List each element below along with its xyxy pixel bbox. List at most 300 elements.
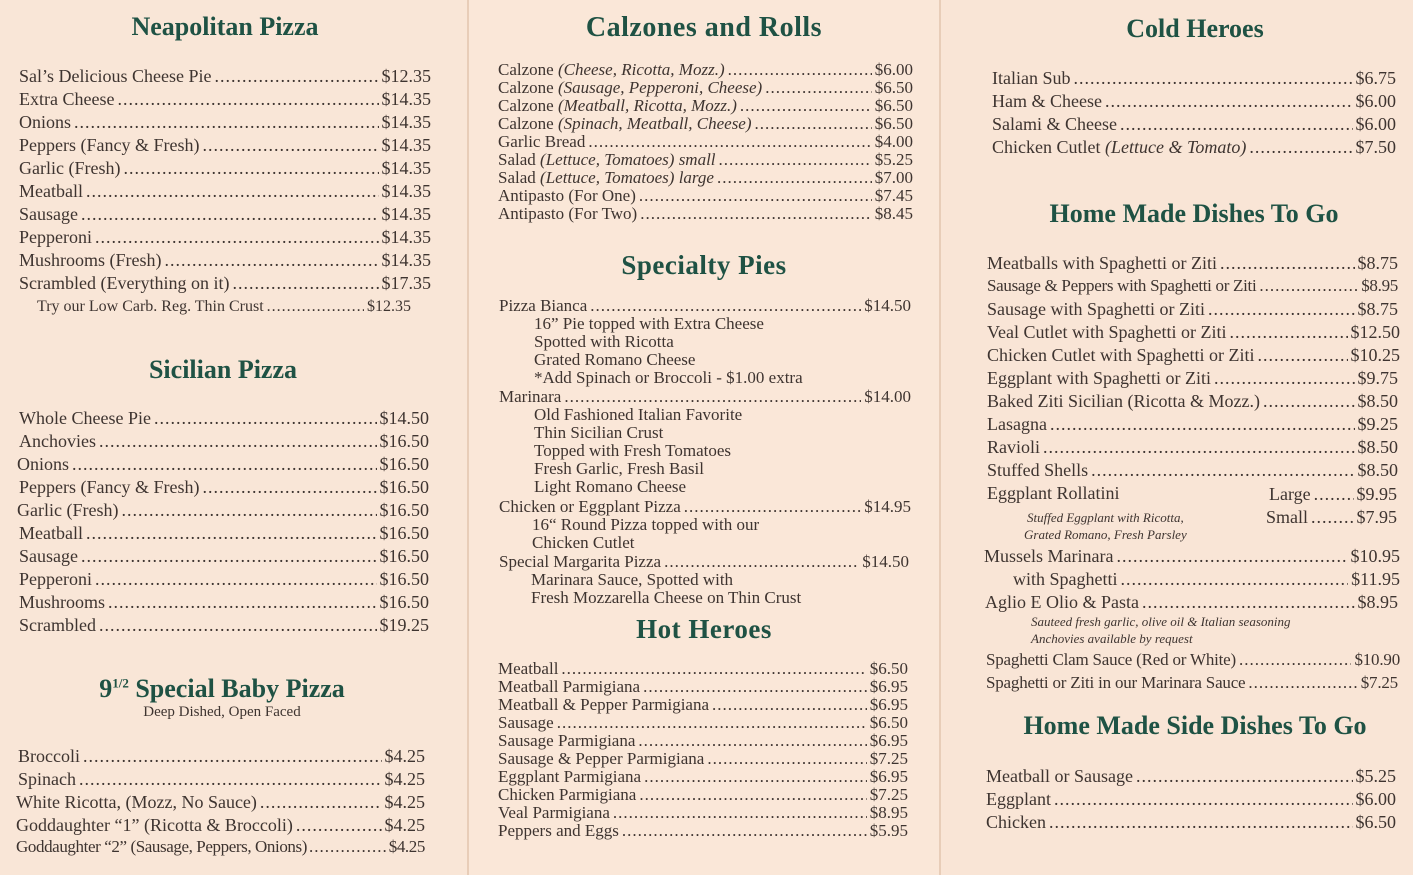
leader-dots xyxy=(260,792,382,813)
menu-item xyxy=(498,114,913,134)
item-label: Calzone xyxy=(498,96,554,115)
menu-item xyxy=(19,408,429,429)
leader-dots xyxy=(86,523,377,544)
item-price: $6.00 xyxy=(1355,114,1396,134)
item-price: $16.50 xyxy=(379,454,429,474)
item-name: Spinach xyxy=(18,769,76,789)
item-price: $12.35 xyxy=(367,298,411,315)
fold-line xyxy=(939,0,941,875)
item-price: $16.50 xyxy=(379,569,429,589)
menu-item xyxy=(987,368,1398,389)
menu-item xyxy=(987,345,1400,366)
item-name: Chicken or Eggplant Pizza xyxy=(499,497,681,516)
item-price: $14.35 xyxy=(381,250,431,270)
leader-dots xyxy=(755,114,872,134)
item-price: $9.95 xyxy=(1356,484,1397,504)
leader-dots xyxy=(1105,91,1353,112)
leader-dots xyxy=(640,204,872,224)
item-price: $16.50 xyxy=(379,431,429,451)
leader-dots xyxy=(232,273,378,294)
item-price: $14.50 xyxy=(862,552,909,571)
item-name: Try our Low Carb. Reg. Thin Crust xyxy=(37,298,264,315)
leader-dots xyxy=(95,569,377,590)
menu-item xyxy=(498,659,908,679)
leader-dots xyxy=(117,89,378,110)
menu-item xyxy=(498,821,908,841)
baby-title-number: 9 xyxy=(99,674,113,703)
menu-item xyxy=(499,387,911,407)
item-price: $4.00 xyxy=(874,132,913,151)
item-name xyxy=(498,168,714,188)
menu-item xyxy=(19,431,429,452)
leader-dots xyxy=(588,132,871,152)
item-description: *Add Spinach or Broccoli - $1.00 extra xyxy=(534,368,803,387)
item-name: Meatball xyxy=(19,523,83,543)
leader-dots xyxy=(1120,114,1353,135)
item-name: Mushrooms xyxy=(19,592,106,612)
right-panel xyxy=(940,0,1413,875)
menu-item xyxy=(499,296,911,316)
menu-item xyxy=(987,299,1398,320)
menu-item xyxy=(17,500,429,521)
menu-item xyxy=(987,253,1398,274)
item-name: Chicken Parmigiana xyxy=(498,785,637,804)
item-label: Salad xyxy=(498,168,536,187)
menu-item xyxy=(984,546,1400,567)
leader-dots xyxy=(1091,460,1354,481)
item-price: $4.25 xyxy=(384,769,425,789)
item-price: $4.25 xyxy=(384,746,425,766)
item-price: $14.35 xyxy=(381,227,431,247)
leader-dots xyxy=(1054,789,1353,810)
item-name: Whole Cheese Pie xyxy=(19,408,151,428)
item-price: $8.50 xyxy=(1357,437,1398,457)
menu-item xyxy=(498,78,913,98)
menu-item xyxy=(992,114,1396,135)
baby-subtitle: Deep Dished, Open Faced xyxy=(143,704,301,720)
menu-item xyxy=(986,766,1396,787)
menu-item xyxy=(498,695,908,715)
menu-item xyxy=(498,186,913,206)
leader-dots xyxy=(296,815,382,836)
low-carb-item xyxy=(37,298,411,316)
menu-item xyxy=(498,168,913,188)
item-name: Sausage xyxy=(498,713,554,732)
leader-dots xyxy=(121,500,376,521)
item-price: $6.50 xyxy=(874,96,913,115)
leader-dots xyxy=(1208,299,1355,320)
item-description: Thin Sicilian Crust xyxy=(534,423,664,442)
item-price: $6.00 xyxy=(1355,789,1396,809)
menu-item xyxy=(19,477,429,498)
menu-item xyxy=(498,150,913,170)
item-name: Pizza Bianca xyxy=(499,296,588,315)
item-price: $8.50 xyxy=(1357,391,1398,411)
item-name: Onions xyxy=(19,112,72,132)
item-price: $6.95 xyxy=(869,695,908,714)
item-price: $16.50 xyxy=(379,500,429,520)
leader-dots xyxy=(83,746,382,767)
leader-dots xyxy=(740,96,872,116)
menu-item xyxy=(19,204,431,225)
item-price: $12.50 xyxy=(1350,322,1400,342)
item-name: Sausage Parmigiana xyxy=(498,731,636,750)
leader-dots xyxy=(1142,592,1355,613)
item-name xyxy=(498,132,585,152)
item-price: $14.35 xyxy=(381,204,431,224)
leader-dots xyxy=(717,168,872,188)
leader-dots xyxy=(638,731,866,751)
item-price: $5.25 xyxy=(1355,766,1396,786)
item-price: $6.95 xyxy=(869,677,908,696)
item-price: $10.25 xyxy=(1350,345,1400,365)
menu-item xyxy=(498,204,913,224)
item-name: Sal’s Delicious Cheese Pie xyxy=(19,66,212,86)
leader-dots xyxy=(72,454,376,475)
leader-dots xyxy=(664,552,859,572)
size-label: Small xyxy=(1266,507,1309,527)
item-price: $8.75 xyxy=(1357,299,1398,319)
menu-item xyxy=(18,769,425,790)
leader-dots xyxy=(719,150,872,170)
leader-dots xyxy=(622,821,867,841)
item-description: Grated Romano Cheese xyxy=(534,350,696,369)
item-price: $19.25 xyxy=(379,615,429,635)
item-name xyxy=(498,78,762,98)
item-name: Veal Cutlet with Spaghetti or Ziti xyxy=(987,322,1227,342)
menu-item xyxy=(18,746,425,767)
leader-dots xyxy=(1121,569,1349,590)
item-name: Spaghetti or Ziti in our Marinara Sauce xyxy=(986,673,1246,692)
item-name: Stuffed Shells xyxy=(987,460,1089,480)
item-price: $6.50 xyxy=(869,659,908,678)
item-price: $7.45 xyxy=(874,186,913,205)
menu-item xyxy=(987,276,1398,296)
item-price: $6.50 xyxy=(1355,812,1396,832)
menu-item xyxy=(498,96,913,116)
leader-dots xyxy=(1074,68,1353,89)
leader-dots xyxy=(1249,137,1352,158)
item-name: Extra Cheese xyxy=(19,89,115,109)
item-price: $6.00 xyxy=(874,60,913,79)
item-name: Scrambled xyxy=(19,615,96,635)
item-name: Meatball xyxy=(498,659,559,678)
item-name: Veal Parmigiana xyxy=(498,803,610,822)
item-price: $14.50 xyxy=(864,296,911,315)
item-price: $14.35 xyxy=(381,135,431,155)
item-price: $12.35 xyxy=(381,66,431,86)
leader-dots xyxy=(707,749,866,769)
item-name: Marinara xyxy=(499,387,562,406)
leader-dots xyxy=(95,227,379,248)
menu-item xyxy=(498,677,908,697)
item-price: $11.95 xyxy=(1351,569,1400,589)
menu-item xyxy=(498,713,908,733)
item-name: Goddaughter “2” (Sausage, Peppers, Onions) xyxy=(16,837,308,856)
leader-dots xyxy=(1043,437,1355,458)
menu-item xyxy=(498,785,908,805)
leader-dots xyxy=(1311,507,1353,528)
item-price: $6.95 xyxy=(869,767,908,786)
item-name: Pepperoni xyxy=(19,227,92,247)
menu-item xyxy=(987,322,1400,343)
item-name: Meatball Parmigiana xyxy=(498,677,641,696)
leader-dots xyxy=(202,135,378,156)
item-label: Salad xyxy=(498,150,536,169)
leader-dots xyxy=(74,112,378,133)
menu-item xyxy=(987,437,1398,458)
menu-item xyxy=(987,391,1398,412)
menu-item xyxy=(986,789,1396,810)
menu-item xyxy=(19,569,429,590)
item-price: $9.25 xyxy=(1357,414,1398,434)
center-panel xyxy=(468,0,940,875)
item-name: Sausage with Spaghetti or Ziti xyxy=(987,299,1205,319)
item-price: $14.35 xyxy=(381,112,431,132)
leader-dots xyxy=(214,66,378,87)
leader-dots xyxy=(1239,650,1351,670)
leader-dots xyxy=(1259,276,1358,296)
item-price: $4.25 xyxy=(384,815,425,835)
leader-dots xyxy=(267,298,364,316)
item-name xyxy=(498,96,737,116)
menu-item xyxy=(985,592,1398,613)
leader-dots xyxy=(561,659,866,679)
cold-heroes-title: Cold Heroes xyxy=(1126,14,1264,43)
item-description: Fresh Garlic, Fresh Basil xyxy=(534,459,704,478)
item-name: Spaghetti Clam Sauce (Red or White) xyxy=(986,650,1236,669)
menu-item xyxy=(19,66,431,87)
item-name: Meatball xyxy=(19,181,83,201)
leader-dots xyxy=(643,677,867,697)
menu-item xyxy=(499,552,909,572)
item-price: $4.25 xyxy=(384,792,425,812)
menu-item xyxy=(498,803,908,823)
item-description: Old Fashioned Italian Favorite xyxy=(534,405,743,424)
item-detail: (Meatball, Ricotta, Mozz.) xyxy=(557,96,737,115)
item-detail: (Cheese, Ricotta, Mozz.) xyxy=(557,60,725,79)
leader-dots xyxy=(1220,253,1355,274)
item-price: $8.50 xyxy=(1357,460,1398,480)
item-price: $7.25 xyxy=(869,749,908,768)
item-label: Calzone xyxy=(498,60,554,79)
item-name: Aglio E Olio & Pasta xyxy=(985,592,1139,612)
side-dishes-title: Home Made Side Dishes To Go xyxy=(1023,711,1367,740)
item-price: $7.25 xyxy=(869,785,908,804)
leader-dots xyxy=(1314,484,1354,505)
menu-item xyxy=(992,91,1396,112)
item-price: $14.35 xyxy=(381,89,431,109)
rollatini-note: Stuffed Eggplant with Ricotta, xyxy=(1027,510,1184,525)
menu-item xyxy=(16,792,425,813)
item-price: $7.25 xyxy=(1360,673,1398,692)
item-price: $6.50 xyxy=(874,114,913,133)
item-name: Ravioli xyxy=(987,437,1040,457)
item-name: Meatball & Pepper Parmigiana xyxy=(498,695,710,714)
item-name: White Ricotta, (Mozz, No Sauce) xyxy=(16,792,257,812)
menu-item xyxy=(498,767,908,787)
aglio-note: Anchovies available by request xyxy=(1031,631,1193,646)
item-name: Peppers (Fancy & Fresh) xyxy=(19,135,200,155)
item-name: Goddaughter “1” (Ricotta & Broccoli) xyxy=(16,815,293,835)
item-name: Garlic (Fresh) xyxy=(19,158,121,178)
leader-dots xyxy=(1248,673,1357,693)
menu-item xyxy=(987,414,1398,435)
menu-item xyxy=(19,112,431,133)
menu-item xyxy=(19,158,431,179)
rollatini-name: Eggplant Rollatini xyxy=(987,483,1120,503)
leader-dots xyxy=(765,78,872,98)
item-name: Meatball or Sausage xyxy=(986,766,1133,786)
leader-dots xyxy=(1214,368,1355,389)
leader-dots xyxy=(1136,766,1353,787)
menu-item xyxy=(986,812,1396,833)
leader-dots xyxy=(165,250,379,271)
menu-item xyxy=(986,673,1398,693)
leader-dots xyxy=(712,695,867,715)
menu-item xyxy=(19,273,431,294)
item-price: $6.75 xyxy=(1355,68,1396,88)
menu-item xyxy=(19,181,431,202)
baby-pizza-title xyxy=(0,674,444,704)
menu-item xyxy=(992,137,1396,158)
item-price: $5.25 xyxy=(874,150,913,169)
item-name: Chicken Cutlet with Spaghetti or Ziti xyxy=(987,345,1255,365)
item-price: $14.95 xyxy=(864,497,911,516)
menu-item xyxy=(986,650,1400,670)
item-name: Peppers and Eggs xyxy=(498,821,619,840)
leader-dots xyxy=(564,387,861,407)
item-price: $16.50 xyxy=(379,546,429,566)
menu-item xyxy=(16,815,425,836)
item-description: Topped with Fresh Tomatoes xyxy=(534,441,732,460)
item-name: Chicken xyxy=(986,812,1046,832)
leader-dots xyxy=(202,477,376,498)
item-price: $10.90 xyxy=(1354,650,1400,669)
item-name: Sausage xyxy=(19,546,78,566)
item-name: Sausage xyxy=(19,204,78,224)
item-name xyxy=(498,150,716,170)
rollatini-small xyxy=(1266,507,1397,528)
item-price: $6.95 xyxy=(869,731,908,750)
item-name: Garlic (Fresh) xyxy=(17,500,119,520)
item-name: Mushrooms (Fresh) xyxy=(19,250,162,270)
leader-dots xyxy=(79,769,382,790)
item-label: Calzone xyxy=(498,114,554,133)
item-name: Meatballs with Spaghetti or Ziti xyxy=(987,253,1217,273)
menu-item xyxy=(19,523,429,544)
item-name: Salami & Cheese xyxy=(992,114,1117,134)
item-price: $14.50 xyxy=(379,408,429,428)
rollatini-large xyxy=(1269,484,1397,505)
item-price: $6.50 xyxy=(869,713,908,732)
leader-dots xyxy=(81,546,377,567)
item-description: Fresh Mozzarella Cheese on Thin Crust xyxy=(531,588,802,607)
menu-item xyxy=(16,837,425,857)
item-price: $7.95 xyxy=(1356,507,1397,527)
leader-dots xyxy=(154,408,377,429)
menu-item xyxy=(19,250,431,271)
left-panel xyxy=(0,0,468,875)
menu-item xyxy=(498,731,908,751)
item-price: $16.50 xyxy=(379,523,429,543)
item-name: Broccoli xyxy=(18,746,80,766)
item-price: $14.35 xyxy=(381,181,431,201)
size-label: Large xyxy=(1269,484,1311,504)
item-name xyxy=(498,186,636,206)
item-name: Baked Ziti Sicilian (Ricotta & Mozz.) xyxy=(987,391,1260,411)
item-name: Sausage & Peppers with Spaghetti or Ziti xyxy=(987,276,1257,295)
item-description: Light Romano Cheese xyxy=(534,477,687,496)
item-detail: (Spinach, Meatball, Cheese) xyxy=(557,114,752,133)
leader-dots xyxy=(1116,546,1347,567)
menu-item xyxy=(19,546,429,567)
leader-dots xyxy=(639,785,866,805)
item-name: Scrambled (Everything on it) xyxy=(19,273,230,293)
sicilian-title: Sicilian Pizza xyxy=(148,355,298,384)
item-name: Anchovies xyxy=(19,431,96,451)
item-description: Chicken Cutlet xyxy=(532,533,635,552)
item-price: $4.25 xyxy=(388,837,425,856)
item-price: $14.35 xyxy=(381,158,431,178)
baby-title-text: Special Baby Pizza xyxy=(128,674,345,703)
menu-item xyxy=(19,615,429,636)
item-name: Onions xyxy=(17,454,70,474)
leader-dots xyxy=(644,767,867,787)
leader-dots xyxy=(1263,391,1355,412)
menu-item xyxy=(19,89,431,110)
item-price: $8.45 xyxy=(874,204,913,223)
item-detail: (Lettuce, Tomatoes) small xyxy=(540,150,716,169)
item-detail: (Lettuce, Tomatoes) large xyxy=(540,168,714,187)
item-name: Pepperoni xyxy=(19,569,92,589)
item-name: with Spaghetti xyxy=(1013,569,1118,589)
item-price: $7.00 xyxy=(874,168,913,187)
item-name: Ham & Cheese xyxy=(992,91,1102,111)
item-label: Chicken Cutlet xyxy=(992,137,1101,157)
leader-dots xyxy=(613,803,867,823)
item-name xyxy=(992,137,1246,158)
item-description: 16“ Round Pizza topped with our xyxy=(532,515,760,534)
item-name: Peppers (Fancy & Fresh) xyxy=(19,477,200,497)
leader-dots xyxy=(86,181,379,202)
baby-title-fraction: 1/2 xyxy=(112,675,129,691)
item-name: Eggplant with Spaghetti or Ziti xyxy=(987,368,1211,388)
menu-item xyxy=(498,749,908,769)
menu-item xyxy=(19,227,431,248)
item-name: Mussels Marinara xyxy=(984,546,1114,566)
leader-dots xyxy=(309,837,387,857)
item-price: $14.00 xyxy=(864,387,911,406)
menu-item xyxy=(17,454,429,475)
menu-item xyxy=(499,497,911,517)
leader-dots xyxy=(1229,322,1347,343)
item-price: $8.95 xyxy=(1361,276,1398,295)
leader-dots xyxy=(728,60,872,80)
item-label: Garlic Bread xyxy=(498,132,586,151)
fold-line xyxy=(467,0,469,875)
item-price: $5.95 xyxy=(869,821,908,840)
item-name: Sausage & Pepper Parmigiana xyxy=(498,749,705,768)
menu-item xyxy=(498,132,913,152)
home-dishes-title: Home Made Dishes To Go xyxy=(1049,199,1339,228)
leader-dots xyxy=(99,615,377,636)
leader-dots xyxy=(1049,812,1353,833)
item-price: $7.50 xyxy=(1355,137,1396,157)
item-price: $9.75 xyxy=(1357,368,1398,388)
item-description: Marinara Sauce, Spotted with xyxy=(531,570,734,589)
item-description: 16” Pie topped with Extra Cheese xyxy=(534,314,764,333)
